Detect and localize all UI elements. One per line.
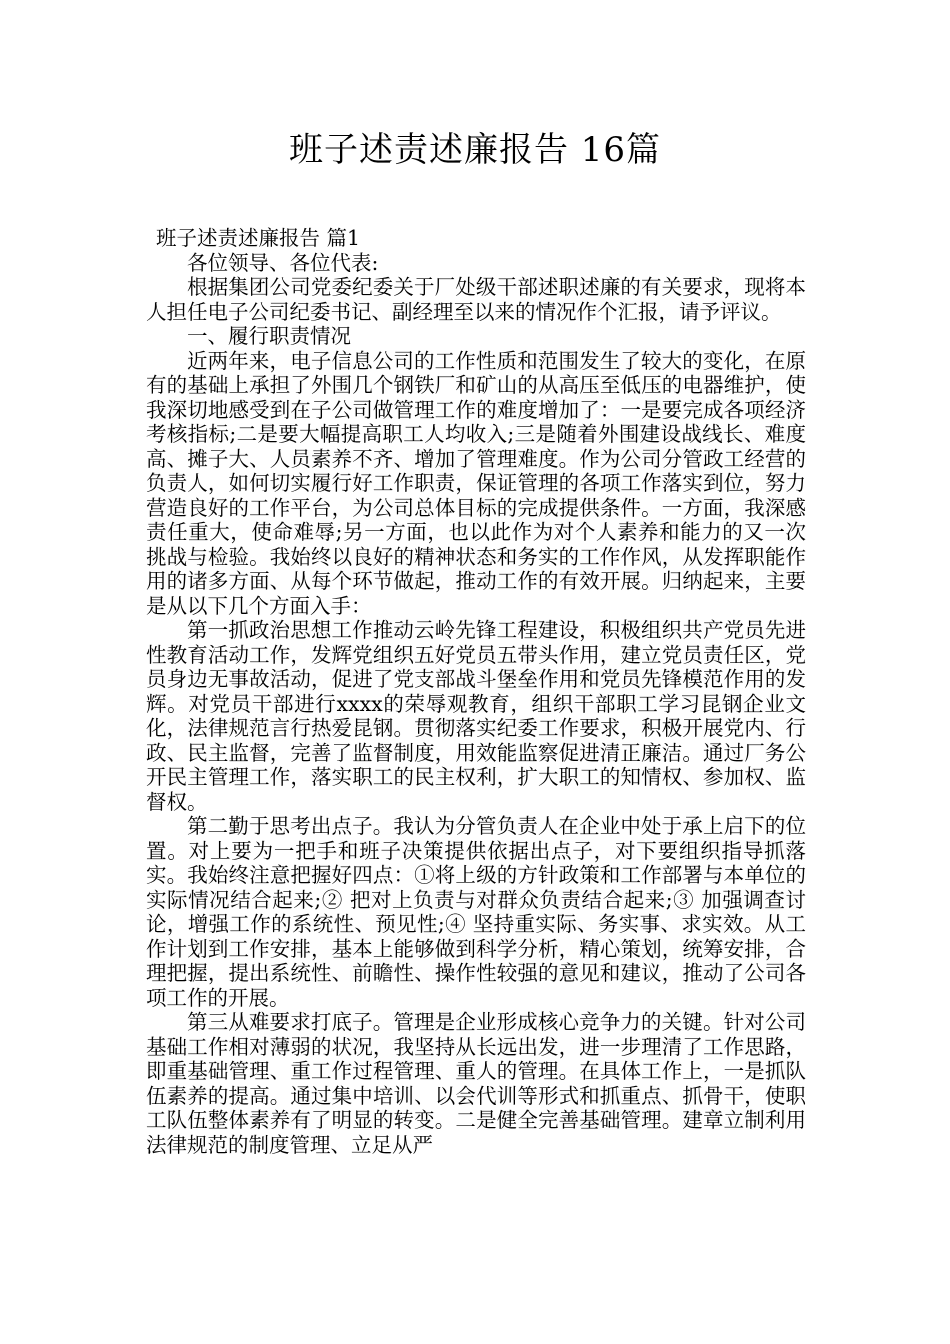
document-title: 班子述责述廉报告 16篇 bbox=[288, 130, 662, 170]
body-paragraph: 第一抓政治思想工作推动云岭先锋工程建设，积极组织共产党员先进性教育活动工作，发辉党组织五好党员五带头作用，建立党员责任区，党员身边无事故活动，促进了党支部战斗堡垒作用和党员先锋模范作用的发辉。对党员干部进行xxxx的荣辱观教育，组织干部职工学习昆钢企业文化，法律规范言行热爱昆钢。贯彻落实纪委工作要求，积极开展党内、行政、民主监督，完善了监督制度，用效能监察促进清正廉洁。通过厂务公开民主管理工作，落实职工的民主权利，扩大职工的知情权、参加权、监督权。 bbox=[146, 618, 806, 814]
subheading-duties: 一、履行职责情况 bbox=[187, 324, 351, 348]
section-heading: 班子述责述廉报告 篇1 bbox=[156, 226, 361, 250]
document-body bbox=[146, 226, 806, 1157]
body-paragraph: 第三从难要求打底子。管理是企业形成核心竞争力的关键。针对公司基础工作相对薄弱的状况，我坚持从长远出发，进一步理清了工作思路，即重基础管理、重工作过程管理、重人的管理。在具体工作上，一是抓队伍素养的提高。通过集中培训、以会代训等形式和抓重点、抓骨干，使职工队伍整体素养有了明显的转变。二是健全完善基础管理。建章立制利用法律规范的制度管理、立足从严 bbox=[146, 1010, 806, 1157]
body-paragraph: 第二勤于思考出点子。我认为分管负责人在企业中处于承上启下的位置。对上要为一把手和班子决策提供依据出点子，对下要组织指导抓落实。我始终注意把握好四点：①将上级的方针政策和工作部署与本单位的实际情况结合起来;② 把对上负责与对群众负责结合起来;③ 加强调查讨论，增强工作的系统性、预见性;④ 坚持重实际、务实事、求实效。从工作计划到工作安排，基本上能够做到科学分析，精心策划，统筹安排，合理把握，提出系统性、前瞻性、操作性较强的意见和建议，推动了公司各项工作的开展。 bbox=[146, 814, 806, 1010]
body-paragraph: 近两年来，电子信息公司的工作性质和范围发生了较大的变化，在原有的基础上承担了外围几个钢铁厂和矿山的从高压至低压的电器维护，使我深切地感受到在子公司做管理工作的难度增加了：一是要完成各项经济考核指标;二是要大幅提高职工人均收入;三是随着外围建设战线长、难度高、摊子大、人员素养不齐、增加了管理难度。作为公司分管政工经营的负责人，如何切实履行好工作职责，保证管理的各项工作落实到位，努力营造良好的工作平台，为公司总体目标的完成提供条件。一方面，我深感责任重大，使命难辱;另一方面，也以此作为对个人素养和能力的又一次挑战与检验。我始终以良好的精神状态和务实的工作作风，从发挥职能作用的诸多方面、从每个环节做起，推动工作的有效开展。归纳起来，主要是从以下几个方面入手： bbox=[146, 348, 806, 618]
salutation-paragraph: 各位领导、各位代表: bbox=[187, 250, 379, 275]
intro-paragraph: 根据集团公司党委纪委关于厂处级干部述职述廉的有关要求，现将本人担任电子公司纪委书记、副经理至以来的情况作个汇报，请予评议。 bbox=[146, 275, 806, 324]
